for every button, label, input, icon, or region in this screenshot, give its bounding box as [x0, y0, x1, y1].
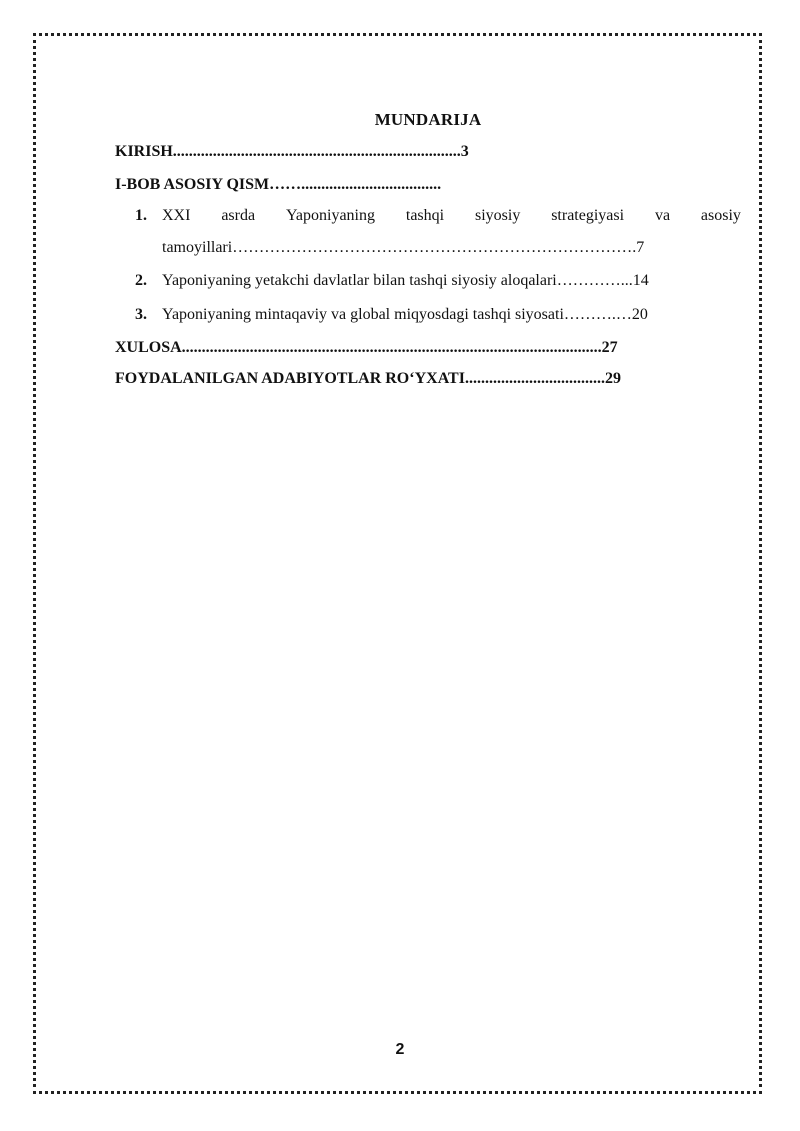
toc-subentry-number: 3.	[135, 306, 147, 323]
toc-subentry-text: Yaponiyaning yetakchi davlatlar bilan tashqi siyosiy aloqalari…………...14	[162, 272, 649, 289]
toc-subentry-1-continuation: tamoyillari………………………………………………………………….7	[162, 239, 645, 256]
toc-subentry-number: 2.	[135, 272, 147, 289]
toc-subentry-text: Yaponiyaning mintaqaviy va global miqyosdagi tashqi siyosati……….…20	[162, 306, 648, 323]
word: va	[654, 207, 671, 224]
toc-title: MUNDARIJA	[374, 110, 482, 129]
toc-entry-xulosa: XULOSA.........................................................................................................27	[115, 339, 618, 356]
word: XXI	[162, 207, 191, 224]
toc-subentry-text	[162, 207, 741, 225]
word: tashqi	[405, 207, 445, 224]
word: strategiyasi	[551, 207, 625, 224]
word: asosiy	[700, 207, 741, 224]
word: siyosiy	[474, 207, 521, 224]
toc-subentry-number: 1.	[135, 207, 147, 224]
toc-entry-kirish: KIRISH........................................................................3	[115, 143, 469, 160]
toc-entry-references: FOYDALANILGAN ADABIYOTLAR RO‘YXATI...................................29	[115, 370, 621, 387]
page-number: 2	[395, 1041, 405, 1058]
word: Yaponiyaning	[285, 207, 375, 224]
word: asrda	[221, 207, 256, 224]
toc-entry-chapter-1: I-BOB ASOSIY QISM……...................................	[115, 176, 442, 193]
